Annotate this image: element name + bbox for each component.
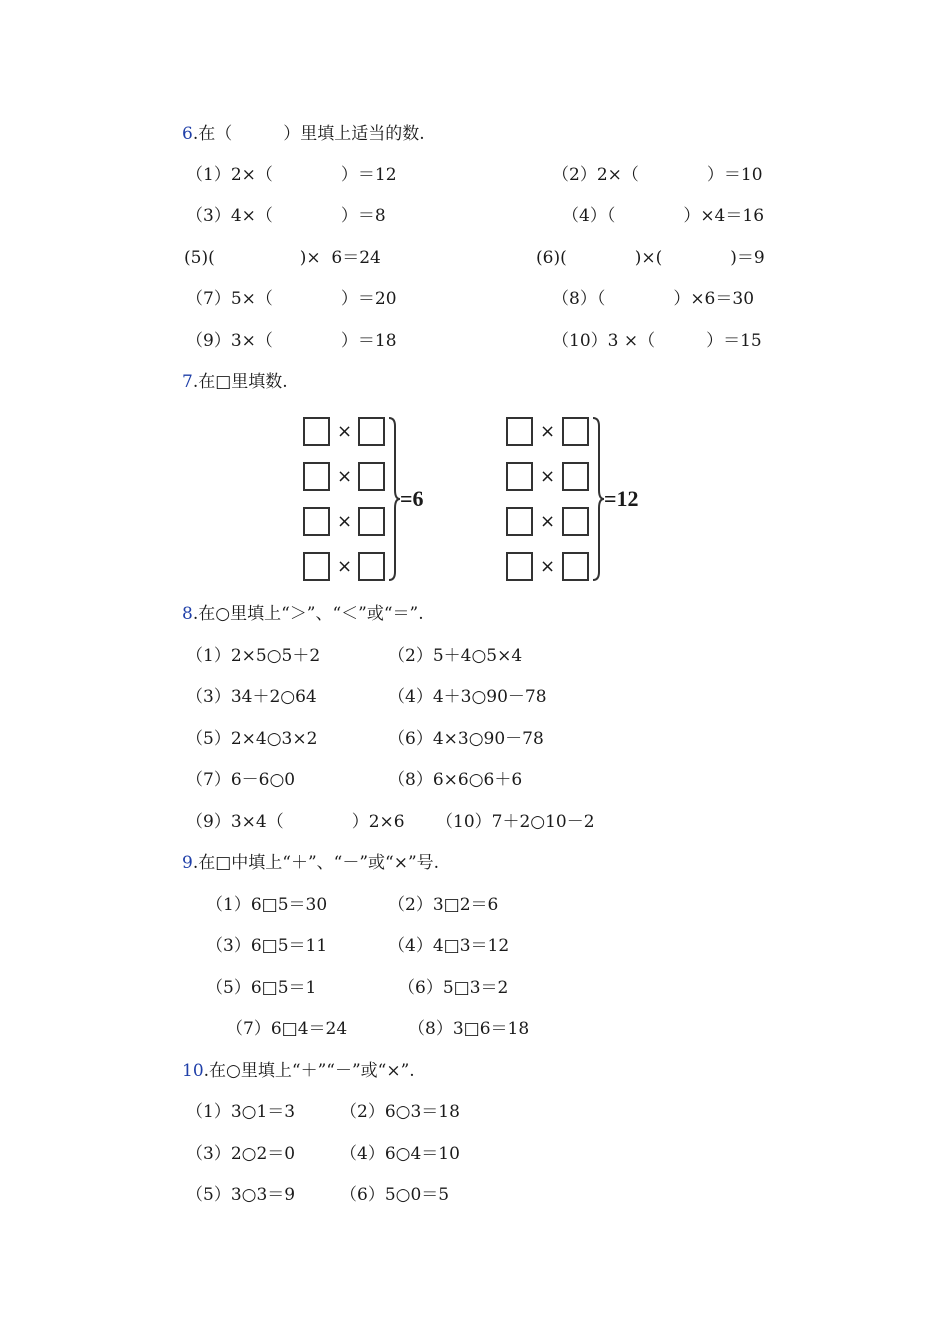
times-sign: × [540,466,556,487]
times-sign: × [540,511,556,532]
q10-item-6: （6）5○0＝5 [340,1185,450,1205]
q8-item-2: （2）5＋4○5×4 [388,646,523,666]
fill-box[interactable] [562,417,589,446]
q9-heading [182,852,439,874]
q6-item-4: （4）（ ）×4＝16 [562,206,765,226]
q9-item-1: （1）6□5＝30 [206,895,328,915]
q6-item-9: （9）3×（ ）＝18 [186,331,397,351]
fill-box[interactable] [358,417,385,446]
q6-item-1: （1）2×（ ）＝12 [186,165,397,185]
fill-box[interactable] [506,507,533,536]
right-brace-icon [591,416,605,582]
q10-number: 10 [182,1061,204,1081]
q8-item-3: （3）34＋2○64 [186,687,317,707]
times-sign: × [337,421,353,442]
q8-heading [182,603,424,625]
q9-item-7: （7）6□4＝24 [226,1019,348,1039]
times-sign: × [540,556,556,577]
fill-box[interactable] [358,507,385,536]
q10-heading [182,1060,415,1082]
fill-box[interactable] [506,417,533,446]
q6-item-10: （10）3 ×（ ）＝15 [552,331,762,351]
q8-number: 8 [182,604,193,624]
q9-item-4: （4）4□3＝12 [388,936,510,956]
q8-item-5: （5）2×4○3×2 [186,729,318,749]
fill-box[interactable] [562,462,589,491]
q6-item-6: (6)( )×( )＝9 [536,248,765,268]
left-result: =6 [400,486,424,511]
q10-item-4: （4）6○4＝10 [340,1144,460,1164]
right-result: =12 [604,486,639,511]
q6-number: 6 [182,124,193,144]
q7-heading [182,371,288,393]
q6-title: .在（ ）里填上适当的数. [192,124,425,144]
fill-box[interactable] [303,462,330,491]
fill-box[interactable] [562,507,589,536]
q6-heading [182,123,425,145]
fill-box[interactable] [358,462,385,491]
fill-box[interactable] [358,552,385,581]
q6-item-2: （2）2×（ ）＝10 [552,165,763,185]
q8-item-9: （9）3×4（ ）2×6 [186,812,405,832]
q8-item-10: （10）7＋2○10－2 [436,812,595,832]
q8-item-1: （1）2×5○5＋2 [186,646,321,666]
q8-item-7: （7）6－6○0 [186,770,296,790]
q9-item-2: （2）3□2＝6 [388,895,499,915]
q9-title: .在□中填上“＋”、“－”或“×”号. [192,853,440,873]
q7-title: .在□里填数. [192,372,288,392]
q8-item-8: （8）6×6○6＋6 [388,770,523,790]
q8-title: .在○里填上“＞”、“＜”或“＝”. [192,604,424,624]
fill-box[interactable] [303,552,330,581]
q9-item-8: （8）3□6＝18 [408,1019,530,1039]
fill-box[interactable] [506,462,533,491]
times-sign: × [337,556,353,577]
q6-item-7: （7）5×（ ）＝20 [186,289,397,309]
times-sign: × [337,511,353,532]
q10-item-2: （2）6○3＝18 [340,1102,460,1122]
fill-box[interactable] [506,552,533,581]
q9-number: 9 [182,853,193,873]
q9-item-6: （6）5□3＝2 [398,978,509,998]
q6-item-3: （3）4×（ ）＝8 [186,206,386,226]
q8-item-4: （4）4＋3○90－78 [388,687,547,707]
q10-item-3: （3）2○2＝0 [186,1144,296,1164]
q10-item-5: （5）3○3＝9 [186,1185,296,1205]
fill-box[interactable] [303,417,330,446]
q9-item-5: （5）6□5＝1 [206,978,317,998]
q9-item-3: （3）6□5＝11 [206,936,328,956]
times-sign: × [337,466,353,487]
q6-item-8: （8）（ ）×6＝30 [552,289,755,309]
q10-title: .在○里填上“＋”“－”或“×”. [203,1061,415,1081]
fill-box[interactable] [303,507,330,536]
fill-box[interactable] [562,552,589,581]
q8-item-6: （6）4×3○90－78 [388,729,544,749]
times-sign: × [540,421,556,442]
left-brace-icon [387,416,401,582]
q7-figure [300,414,660,584]
q10-item-1: （1）3○1＝3 [186,1102,296,1122]
q6-item-5: (5)( )× 6＝24 [184,248,381,268]
q7-number: 7 [182,372,193,392]
